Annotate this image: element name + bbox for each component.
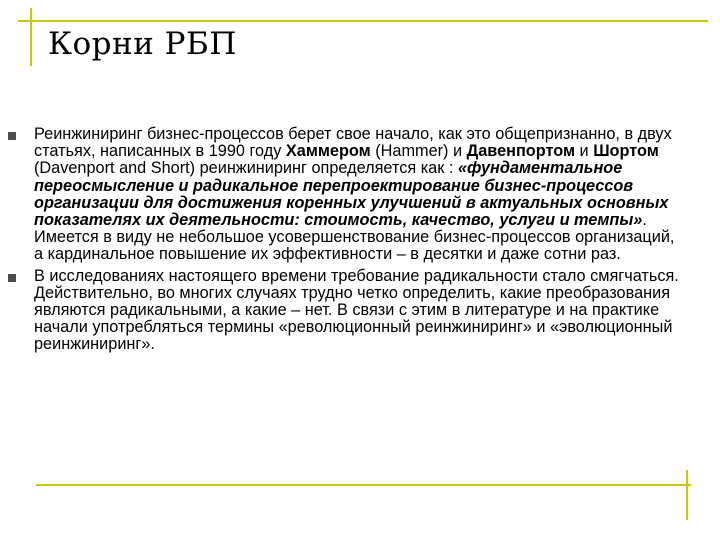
square-bullet-icon bbox=[8, 274, 16, 282]
definition-quote: «фундаментальное переосмысление и радикальное перепроектирование бизнес-процессов организации для достижения коренных улучшений в актуальных основных показателях их деятельности: стоимость, качество, услуги и темпы» bbox=[34, 159, 669, 230]
right-accent-line bbox=[686, 470, 688, 520]
bullet-text bbox=[34, 125, 674, 263]
text-segment: (Davenport and Short) реинжиниринг определяется как : bbox=[34, 159, 458, 178]
text-segment: (Hammer) и bbox=[370, 142, 467, 161]
text-segment: . Имеется в виду не небольшое усовершенствование бизнес-процессов организаций, а кардинальное повышение их эффективности – в десятки и даже сотни раз. bbox=[34, 211, 675, 264]
bullet-text bbox=[34, 267, 679, 354]
author-name: Шортом bbox=[593, 142, 659, 161]
top-accent-line bbox=[18, 20, 708, 22]
square-bullet-icon bbox=[8, 132, 16, 140]
text-segment: Реинжиниринг бизнес-процессов берет свое начало, как это общепризнанно, в двух статьях, написанных в 1990 году bbox=[34, 125, 672, 161]
text-segment: В исследованиях настоящего времени требование радикальности стало смягчаться. Действительно, во многих случаях трудно четко определить, какие преобразования являются радикальными, а какие – нет. В связи с этим в литературе и на практике начали употребляться термины «революционный реинжиниринг» и «эволюционный реинжиниринг». bbox=[34, 266, 679, 354]
author-name: Хаммером bbox=[285, 142, 371, 161]
bottom-accent-line bbox=[36, 484, 691, 486]
author-name: Давенпортом bbox=[466, 142, 576, 161]
slide-title: Корни РБП bbox=[48, 26, 237, 62]
bullet-item bbox=[8, 126, 688, 264]
text-segment: и bbox=[575, 142, 594, 161]
left-accent-line bbox=[30, 8, 32, 66]
bullet-list bbox=[8, 126, 688, 358]
bullet-item bbox=[8, 268, 688, 354]
